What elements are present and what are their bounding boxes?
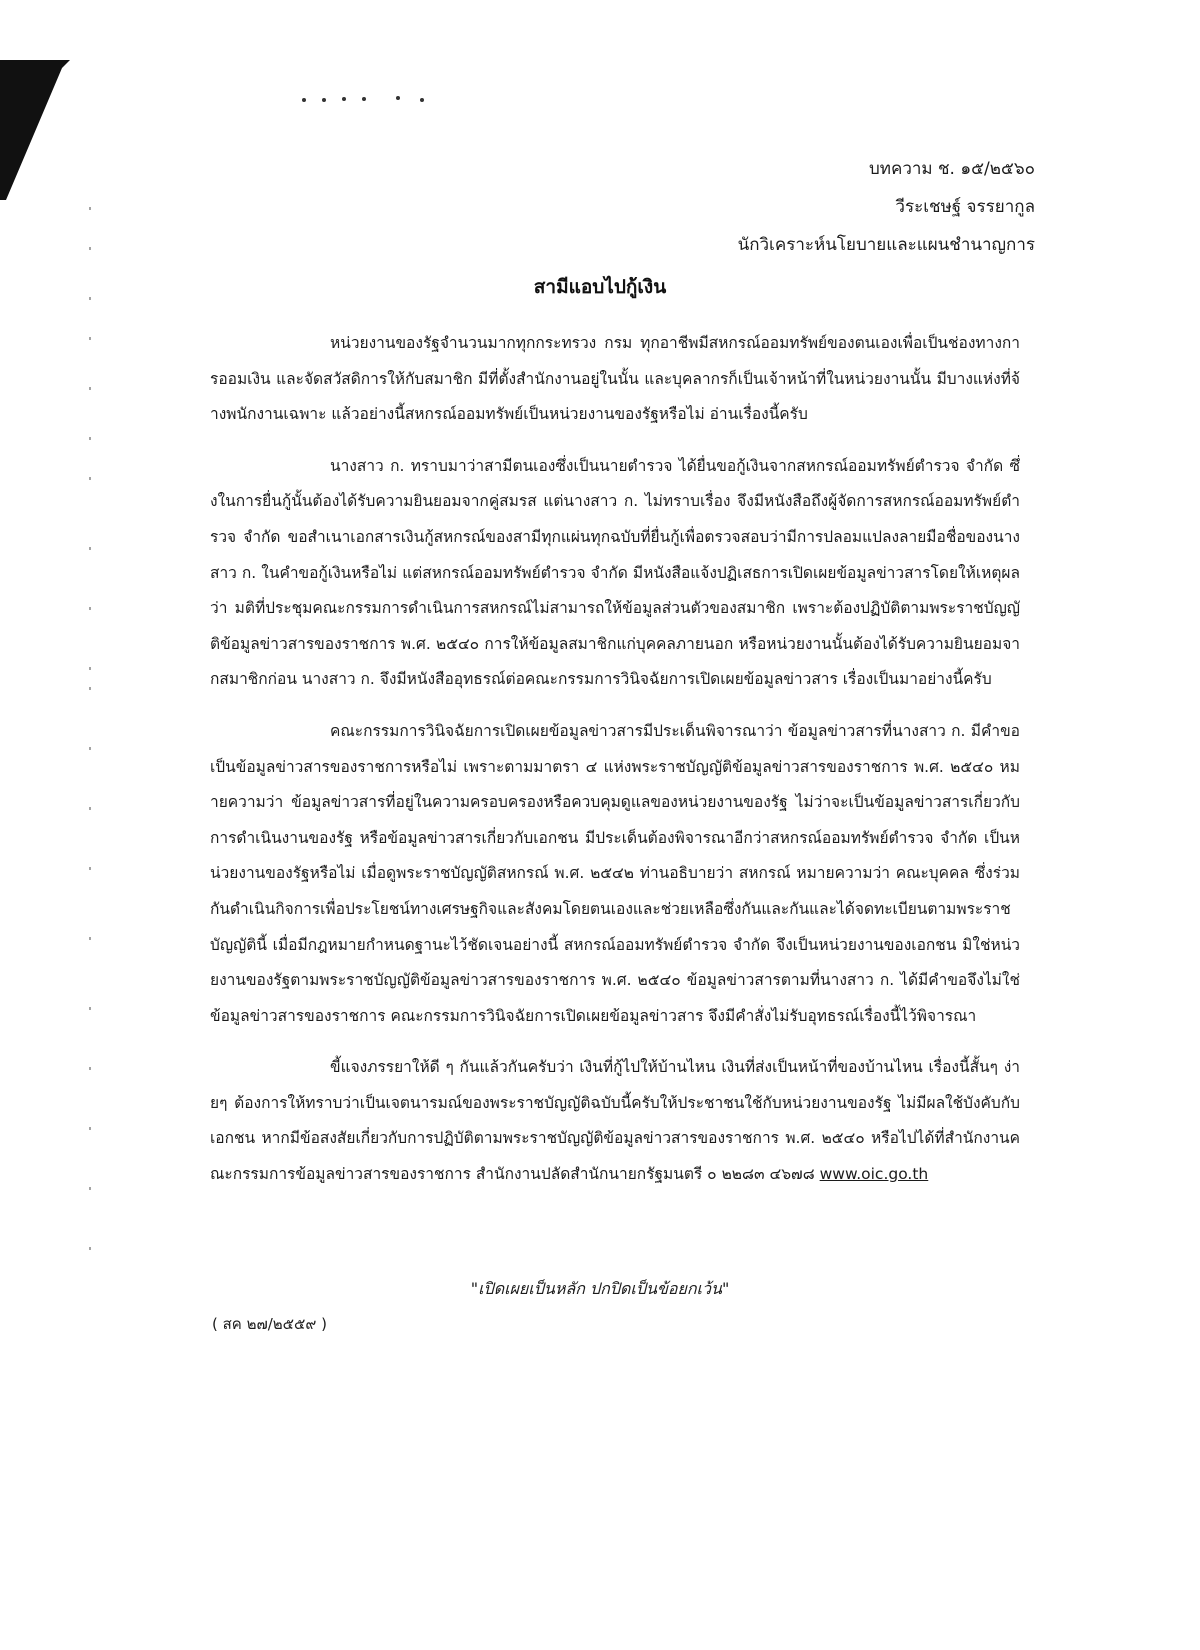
scan-edge-mark bbox=[88, 1000, 128, 1014]
scan-edge-mark bbox=[88, 930, 128, 944]
scan-corner-mark bbox=[0, 60, 70, 200]
scan-edge-mark bbox=[88, 330, 128, 344]
paragraph-case: นางสาว ก. ทราบมาว่าสามีตนเองซึ่งเป็นนายตำรวจ ได้ยื่นขอกู้เงินจากสหกรณ์ออมทรัพย์ตำรวจ จำกัด ซึ่งในการยื่นกู้นั้นต้องได้รับความยินยอมจากคู่สมรส แต่นางสาว ก. ไม่ทราบเรื่อง จึงมีหนังสือถึงผู้จัดการสหกรณ์ออมทรัพย์ตำรวจ จำกัด ขอสำเนาเอกสารเงินกู้สหกรณ์ของสามีทุกแผ่นทุกฉบับที่ยื่นกู้เพื่อตรวจสอบว่ามีการปลอมแปลงลายมือชื่อของนางสาว ก. ในคำขอกู้เงินหรือไม่ แต่สหกรณ์ออมทรัพย์ตำรวจ จำกัด มีหนังสือแจ้งปฏิเสธการเปิดเผยข้อมูลข่าวสารโดยให้เหตุผลว่า มติที่ประชุมคณะกรรมการดำเนินการสหกรณ์ไม่สามารถให้ข้อมูลส่วนตัวของสมาชิก เพราะต้องปฏิบัติตามพระราชบัญญัติข้อมูลข่าวสารของราชการ พ.ศ. ๒๕๔๐ การให้ข้อมูลสมาชิกแก่บุคคลภายนอก หรือหน่วยงานนั้นต้องได้รับความยินยอมจากสมาชิกก่อน นางสาว ก. จึงมีหนังสืออุทธรณ์ต่อคณะกรรมการวินิจฉัยการเปิดเผยข้อมูลข่าวสาร เรื่องเป็นมาอย่างนี้ครับ bbox=[210, 456, 1020, 689]
document-title: สามีแอบไปกู้เงิน bbox=[533, 276, 667, 298]
scan-edge-mark bbox=[88, 380, 128, 394]
paragraph-conclusion bbox=[210, 1050, 1020, 1192]
scan-edge-mark bbox=[88, 740, 128, 754]
document-number: บทความ ช. ๑๕/๒๕๖๐ bbox=[868, 159, 1035, 179]
paragraph-decision: คณะกรรมการวินิจฉัยการเปิดเผยข้อมูลข่าวสารมีประเด็นพิจารณาว่า ข้อมูลข่าวสารที่นางสาว ก. มีคำขอเป็นข้อมูลข่าวสารของราชการหรือไม่ เพราะตามมาตรา ๔ แห่งพระราชบัญญัติข้อมูลข่าวสารของราชการ พ.ศ. ๒๕๔๐ หมายความว่า ข้อมูลข่าวสารที่อยู่ในความครอบครองหรือควบคุมดูแลของหน่วยงานของรัฐ ไม่ว่าจะเป็นข้อมูลข่าวสารเกี่ยวกับการดำเนินงานของรัฐ หรือข้อมูลข่าวสารเกี่ยวกับเอกชน มีประเด็นต้องพิจารณาอีกว่าสหกรณ์ออมทรัพย์ตำรวจ จำกัด เป็นหน่วยงานของรัฐหรือไม่ เมื่อดูพระราชบัญญัติสหกรณ์ พ.ศ. ๒๕๔๒ ท่านอธิบายว่า สหกรณ์ หมายความว่า คณะบุคคล ซึ่งร่วมกันดำเนินกิจการเพื่อประโยชน์ทางเศรษฐกิจและสังคมโดยตนเองและช่วยเหลือซึ่งกันและกันและได้จดทะเบียนตามพระราชบัญญัตินี้ เมื่อมีกฎหมายกำหนดฐานะไว้ชัดเจนอย่างนี้ สหกรณ์ออมทรัพย์ตำรวจ จำกัด จึงเป็นหน่วยงานของเอกชน มิใช่หน่วยงานของรัฐตามพระราชบัญญัติข้อมูลข่าวสารของราชการ พ.ศ. ๒๕๔๐ ข้อมูลข่าวสารตามที่นางสาว ก. ได้มีคำขอจึงไม่ใช่ข้อมูลข่าวสารของราชการ คณะกรรมการวินิจฉัยการเปิดเผยข้อมูลข่าวสาร จึงมีคำสั่งไม่รับอุทธรณ์เรื่องนี้ไว้พิจารณา bbox=[210, 721, 1020, 1025]
website-link[interactable]: www.oic.go.th bbox=[819, 1165, 929, 1184]
scan-edge-mark bbox=[88, 290, 128, 304]
reference-code: ( สค ๒๗/๒๕๕๙ ) bbox=[212, 1315, 327, 1333]
scan-edge-mark bbox=[88, 470, 128, 484]
scan-edge-mark bbox=[88, 540, 128, 554]
scan-edge-mark bbox=[88, 1240, 128, 1254]
scan-edge-mark bbox=[88, 240, 128, 254]
scan-edge-mark bbox=[88, 430, 128, 444]
scan-edge-mark bbox=[88, 680, 128, 694]
document-body bbox=[210, 326, 1020, 1209]
scan-edge-mark bbox=[88, 600, 128, 614]
scan-edge-mark bbox=[88, 800, 128, 814]
scan-edge-mark bbox=[88, 1180, 128, 1194]
paragraph-intro: หน่วยงานของรัฐจำนวนมากทุกกระทรวง กรม ทุกอาชีพมีสหกรณ์ออมทรัพย์ของตนเองเพื่อเป็นช่องทางการออมเงิน และจัดสวัสดิการให้กับสมาชิก มีที่ตั้งสำนักงานอยู่ในนั้น และบุคลากรก็เป็นเจ้าหน้าที่ในหน่วยงานนั้น มีบางแห่งที่จ้างพนักงานเฉพาะ แล้วอย่างนี้สหกรณ์ออมทรัพย์เป็นหน่วยงานของรัฐหรือไม่ อ่านเรื่องนี้ครับ bbox=[210, 334, 1020, 424]
scan-edge-mark bbox=[88, 200, 128, 214]
scan-edge-mark bbox=[88, 1060, 128, 1074]
author-name: วีระเชษฐ์ จรรยากูล bbox=[895, 197, 1035, 217]
author-position: นักวิเคราะห์นโยบายและแผนชำนาญการ bbox=[737, 235, 1035, 255]
scan-edge-mark bbox=[88, 660, 128, 674]
scan-dots bbox=[300, 88, 430, 106]
scan-edge-mark bbox=[88, 1120, 128, 1134]
scan-edge-mark bbox=[88, 860, 128, 874]
document-header bbox=[575, 150, 1035, 264]
conclusion-text: ขี้แจงภรรยาให้ดี ๆ กันแล้วกันครับว่า เงินที่กู้ไปให้บ้านไหน เงินที่ส่งเป็นหน้าที่ของบ้านไหน เรื่องนี้สั้นๆ ง่ายๆ ต้องการให้ทราบว่าเป็นเจตนารมณ์ของพระราชบัญญัติฉบับนี้ครับให้ประชาชนใช้กับหน่วยงานของรัฐ ไม่มีผลใช้บังคับกับเอกชน หากมีข้อสงสัยเกี่ยวกับการปฏิบัติตามพระราชบัญญัติข้อมูลข่าวสารของราชการ พ.ศ. ๒๕๔๐ หรือไปได้ที่สำนักงานคณะกรรมการข้อมูลข่าวสารของราชการ สำนักงานปลัดสำนักนายกรัฐมนตรี ๐ ๒๒๘๓ ๔๖๗๘ bbox=[210, 1058, 1020, 1184]
motto: "เปิดเผยเป็นหลัก ปกปิดเป็นข้อยกเว้น" bbox=[470, 1279, 730, 1298]
